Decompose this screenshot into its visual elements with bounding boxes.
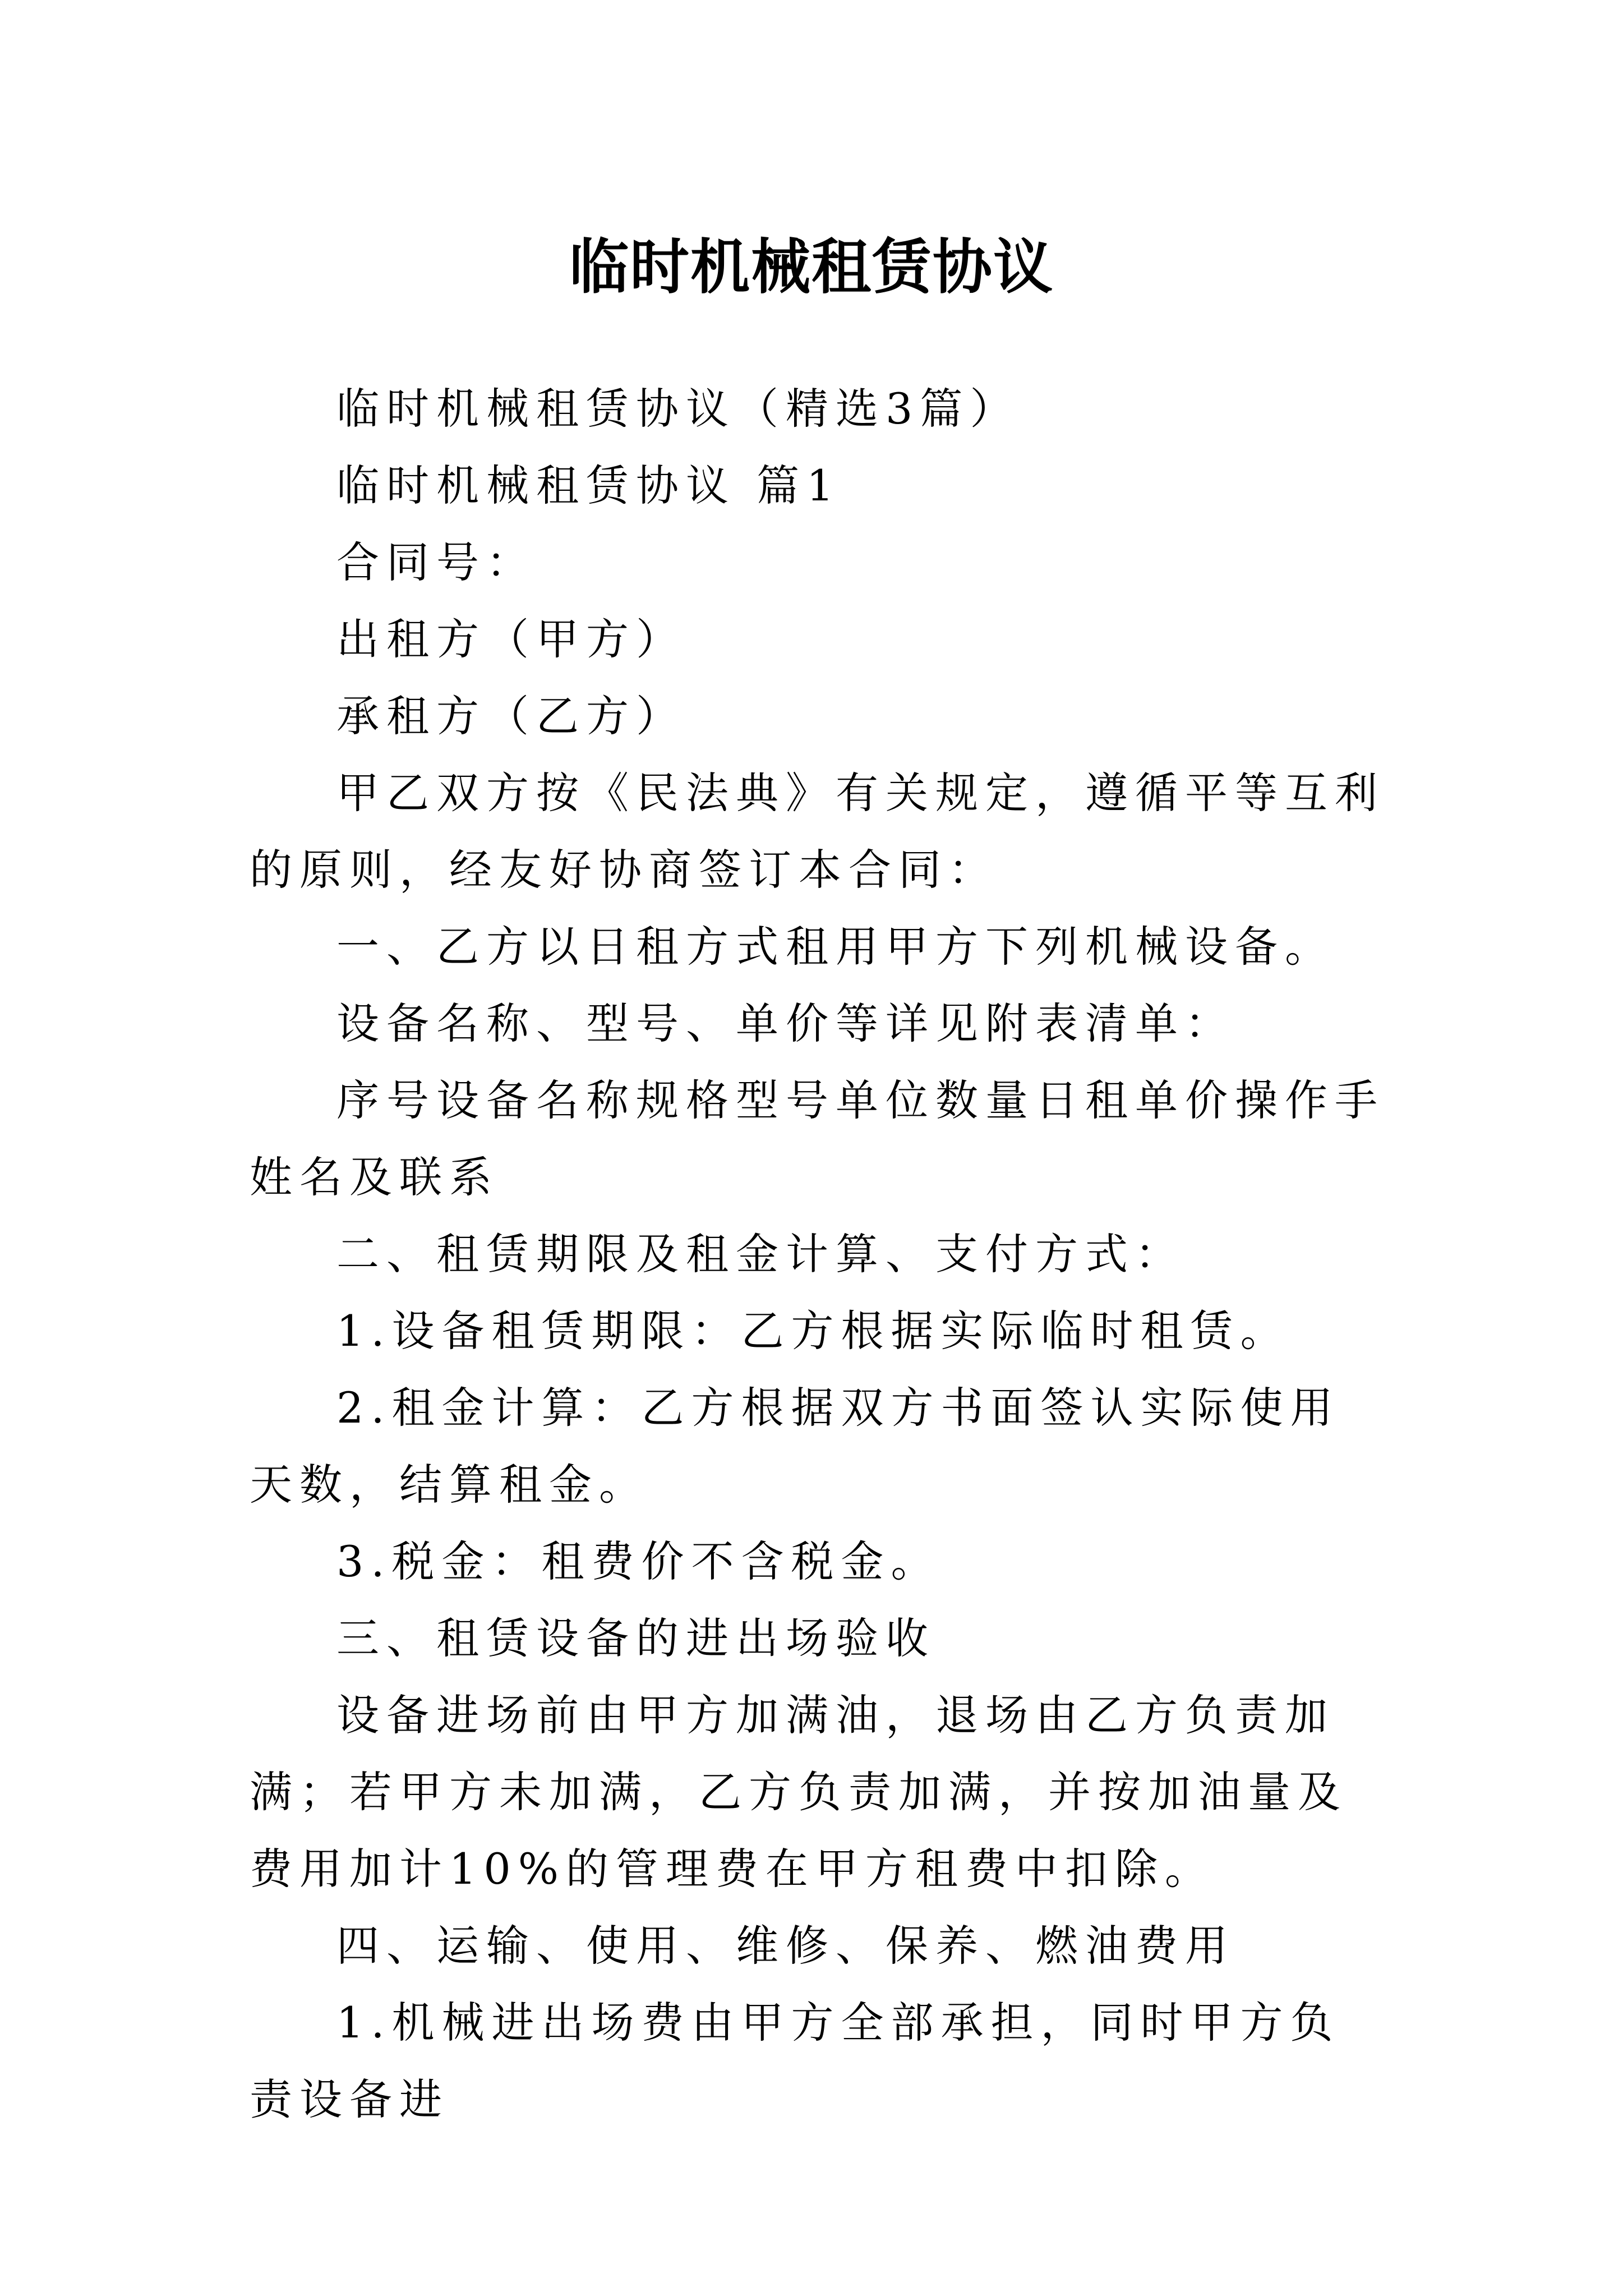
- paragraph-subtitle: 临时机械租赁协议（精选3篇）: [336, 384, 1020, 434]
- paragraph-equipment-note: 设备名称、型号、单价等详见附表清单：: [336, 999, 1235, 1048]
- paragraph-clause-4: 四、运输、使用、维修、保养、燃油费用: [336, 1921, 1235, 1971]
- paragraph-clause-1: 一、乙方以日租方式租用甲方下列机械设备。: [336, 922, 1335, 972]
- paragraph-clause-3-body: 设备进场前由甲方加满油，退场由乙方负责加满；若甲方未加满，乙方负责加满，并按加油量及费用加计10%的管理费在甲方租费中扣除。: [250, 1690, 1348, 1894]
- paragraph-clause-2-2: 2.租金计算：乙方根据双方书面签认实际使用天数，结算租金。: [250, 1383, 1340, 1510]
- paragraph-clause-4-1: 1.机械进出场费由甲方全部承担，同时甲方负责设备进: [250, 1998, 1340, 2124]
- document-title: 临时机械租赁协议: [569, 232, 1054, 302]
- document-body: [250, 370, 1385, 2138]
- paragraph-equipment-columns: 序号设备名称规格型号单位数量日租单价操作手姓名及联系: [250, 1075, 1385, 1202]
- paragraph-lessor: 出租方（甲方）: [336, 614, 686, 664]
- paragraph-contract-number: 合同号：: [336, 537, 536, 587]
- paragraph-section-heading: 临时机械租赁协议 篇1: [336, 461, 841, 510]
- paragraph-clause-2-1: 1.设备租赁期限：乙方根据实际临时租赁。: [336, 1306, 1290, 1356]
- paragraph-clause-2-3: 3.税金：租费价不含税金。: [336, 1536, 941, 1586]
- paragraph-clause-2: 二、租赁期限及租金计算、支付方式：: [336, 1229, 1185, 1279]
- paragraph-preamble: 甲乙双方按《民法典》有关规定，遵循平等互利的原则，经友好协商签订本合同：: [250, 768, 1385, 895]
- paragraph-clause-3: 三、租赁设备的进出场验收: [336, 1613, 935, 1663]
- paragraph-lessee: 承租方（乙方）: [336, 691, 686, 741]
